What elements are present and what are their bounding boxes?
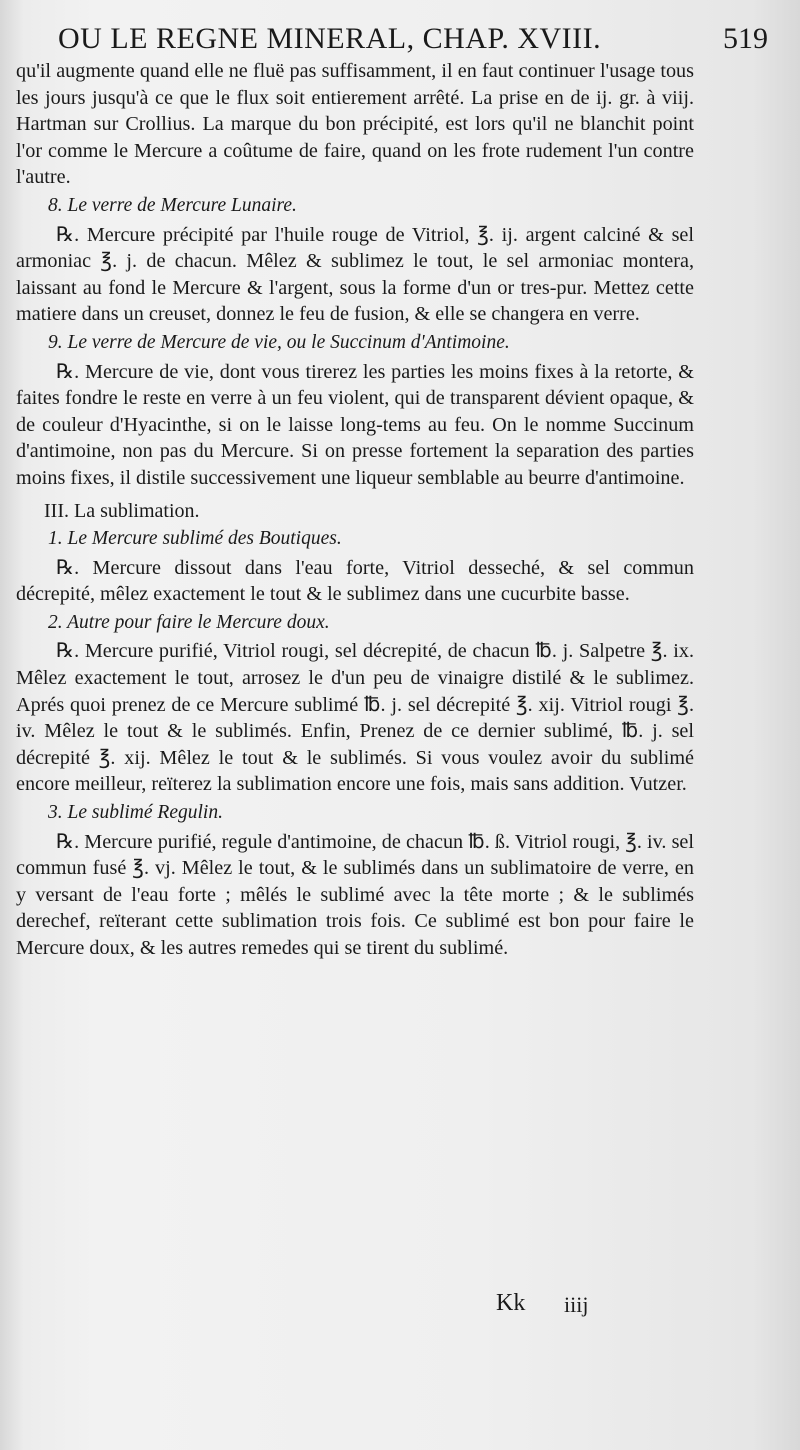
- page-number: 519: [723, 22, 768, 55]
- signature-mark: Kk: [496, 1290, 526, 1316]
- recipe-heading-8: 8. Le verre de Mercure Lunaire.: [48, 194, 297, 216]
- section-heading-iii: III. La sublimation.: [44, 499, 200, 522]
- recipe-paragraph-1: ℞. Mercure dissout dans l'eau forte, Vitriol desseché, & sel commun décrepité, mêlez exactement le tout & le sublimez dans une cucurbite basse.: [16, 556, 694, 606]
- recipe-paragraph-2: ℞. Mercure purifié, Vitriol rougi, sel décrepité, de chacun ℔. j. Salpetre ℥. ix. Mêlez exactement le tout, arrosez le d'un peu de vinaigre distilé & le sublimez. Aprés quoi prenez de ce Mercure sublimé ℔. j. sel décrepité ℥. xij. Vitriol rougi ℥. iv. Mêlez le tout & le sublimés. Enfin, Prenez de ce dernier sublimé, ℔. j. sel décrepité ℥. xij. Mêlez le tout & le sublimés. Si vous voulez avoir du sublimé encore meilleur, reïterez la sublimation encore une fois, mais sans addition. Vutzer.: [16, 640, 694, 796]
- recipe-heading-1: 1. Le Mercure sublimé des Boutiques.: [48, 528, 342, 550]
- page-header: [58, 12, 768, 62]
- recipe-heading-2: 2. Autre pour faire le Mercure doux.: [48, 611, 330, 633]
- paragraph-continuation: qu'il augmente quand elle ne fluë pas suffisamment, il en faut continuer l'usage tous les jours jusqu'à ce que le flux soit entierement arrêté. La prise en de ij. gr. à viij. Hartman sur Crollius. La marque du bon précipité, est lors qu'il ne blanchit point l'or comme le Mercure a coûtume de faire, quand on les frote rudement l'un contre l'autre.: [16, 60, 694, 189]
- signature-number: iiij: [564, 1292, 589, 1317]
- recipe-paragraph-8: ℞. Mercure précipité par l'huile rouge de Vitriol, ℥. ij. argent calciné & sel armoniac ℥. j. de chacun. Mêlez & sublimez le tout, le sel armoniac montera, laissant au fond le Mercure & l'argent, sous la forme d'un or tres-pur. Mettez cette matiere dans un creuset, donnez le feu de fusion, & elle se changera en verre.: [16, 223, 694, 326]
- page-body: [16, 58, 694, 962]
- recipe-paragraph-9: ℞. Mercure de vie, dont vous tirerez les parties les moins fixes à la retorte, & faites fondre le reste en verre à un feu violent, qui de transparent dévient opaque, & de couleur d'Hyacinthe, si on le laisse long-tems au feu. On le nomme Succinum d'antimoine, non pas du Mercure. Si on presse fortement la separation des parties moins fixes, il distile successivement une liqueur semblable au beurre d'antimoine.: [16, 360, 694, 489]
- recipe-paragraph-3: ℞. Mercure purifié, regule d'antimoine, de chacun ℔. ß. Vitriol rougi, ℥. iv. sel commun fusé ℥. vj. Mêlez le tout, & le sublimés dans un sublimatoire de verre, en y versant de l'eau forte ; mêlés le sublimé avec la tête morte ; & le sublimés derechef, reïterant cette sublimation trois fois. Ce sublimé est bon pour faire le Mercure doux, & les autres remedes qui se tirent du sublimé.: [16, 830, 694, 959]
- page-footer: [496, 1290, 676, 1330]
- recipe-heading-9: 9. Le verre de Mercure de vie, ou le Succinum d'Antimoine.: [48, 331, 510, 353]
- recipe-heading-3: 3. Le sublimé Regulin.: [48, 802, 223, 824]
- running-head: OU LE REGNE MINERAL, CHAP. XVIII.: [58, 22, 602, 55]
